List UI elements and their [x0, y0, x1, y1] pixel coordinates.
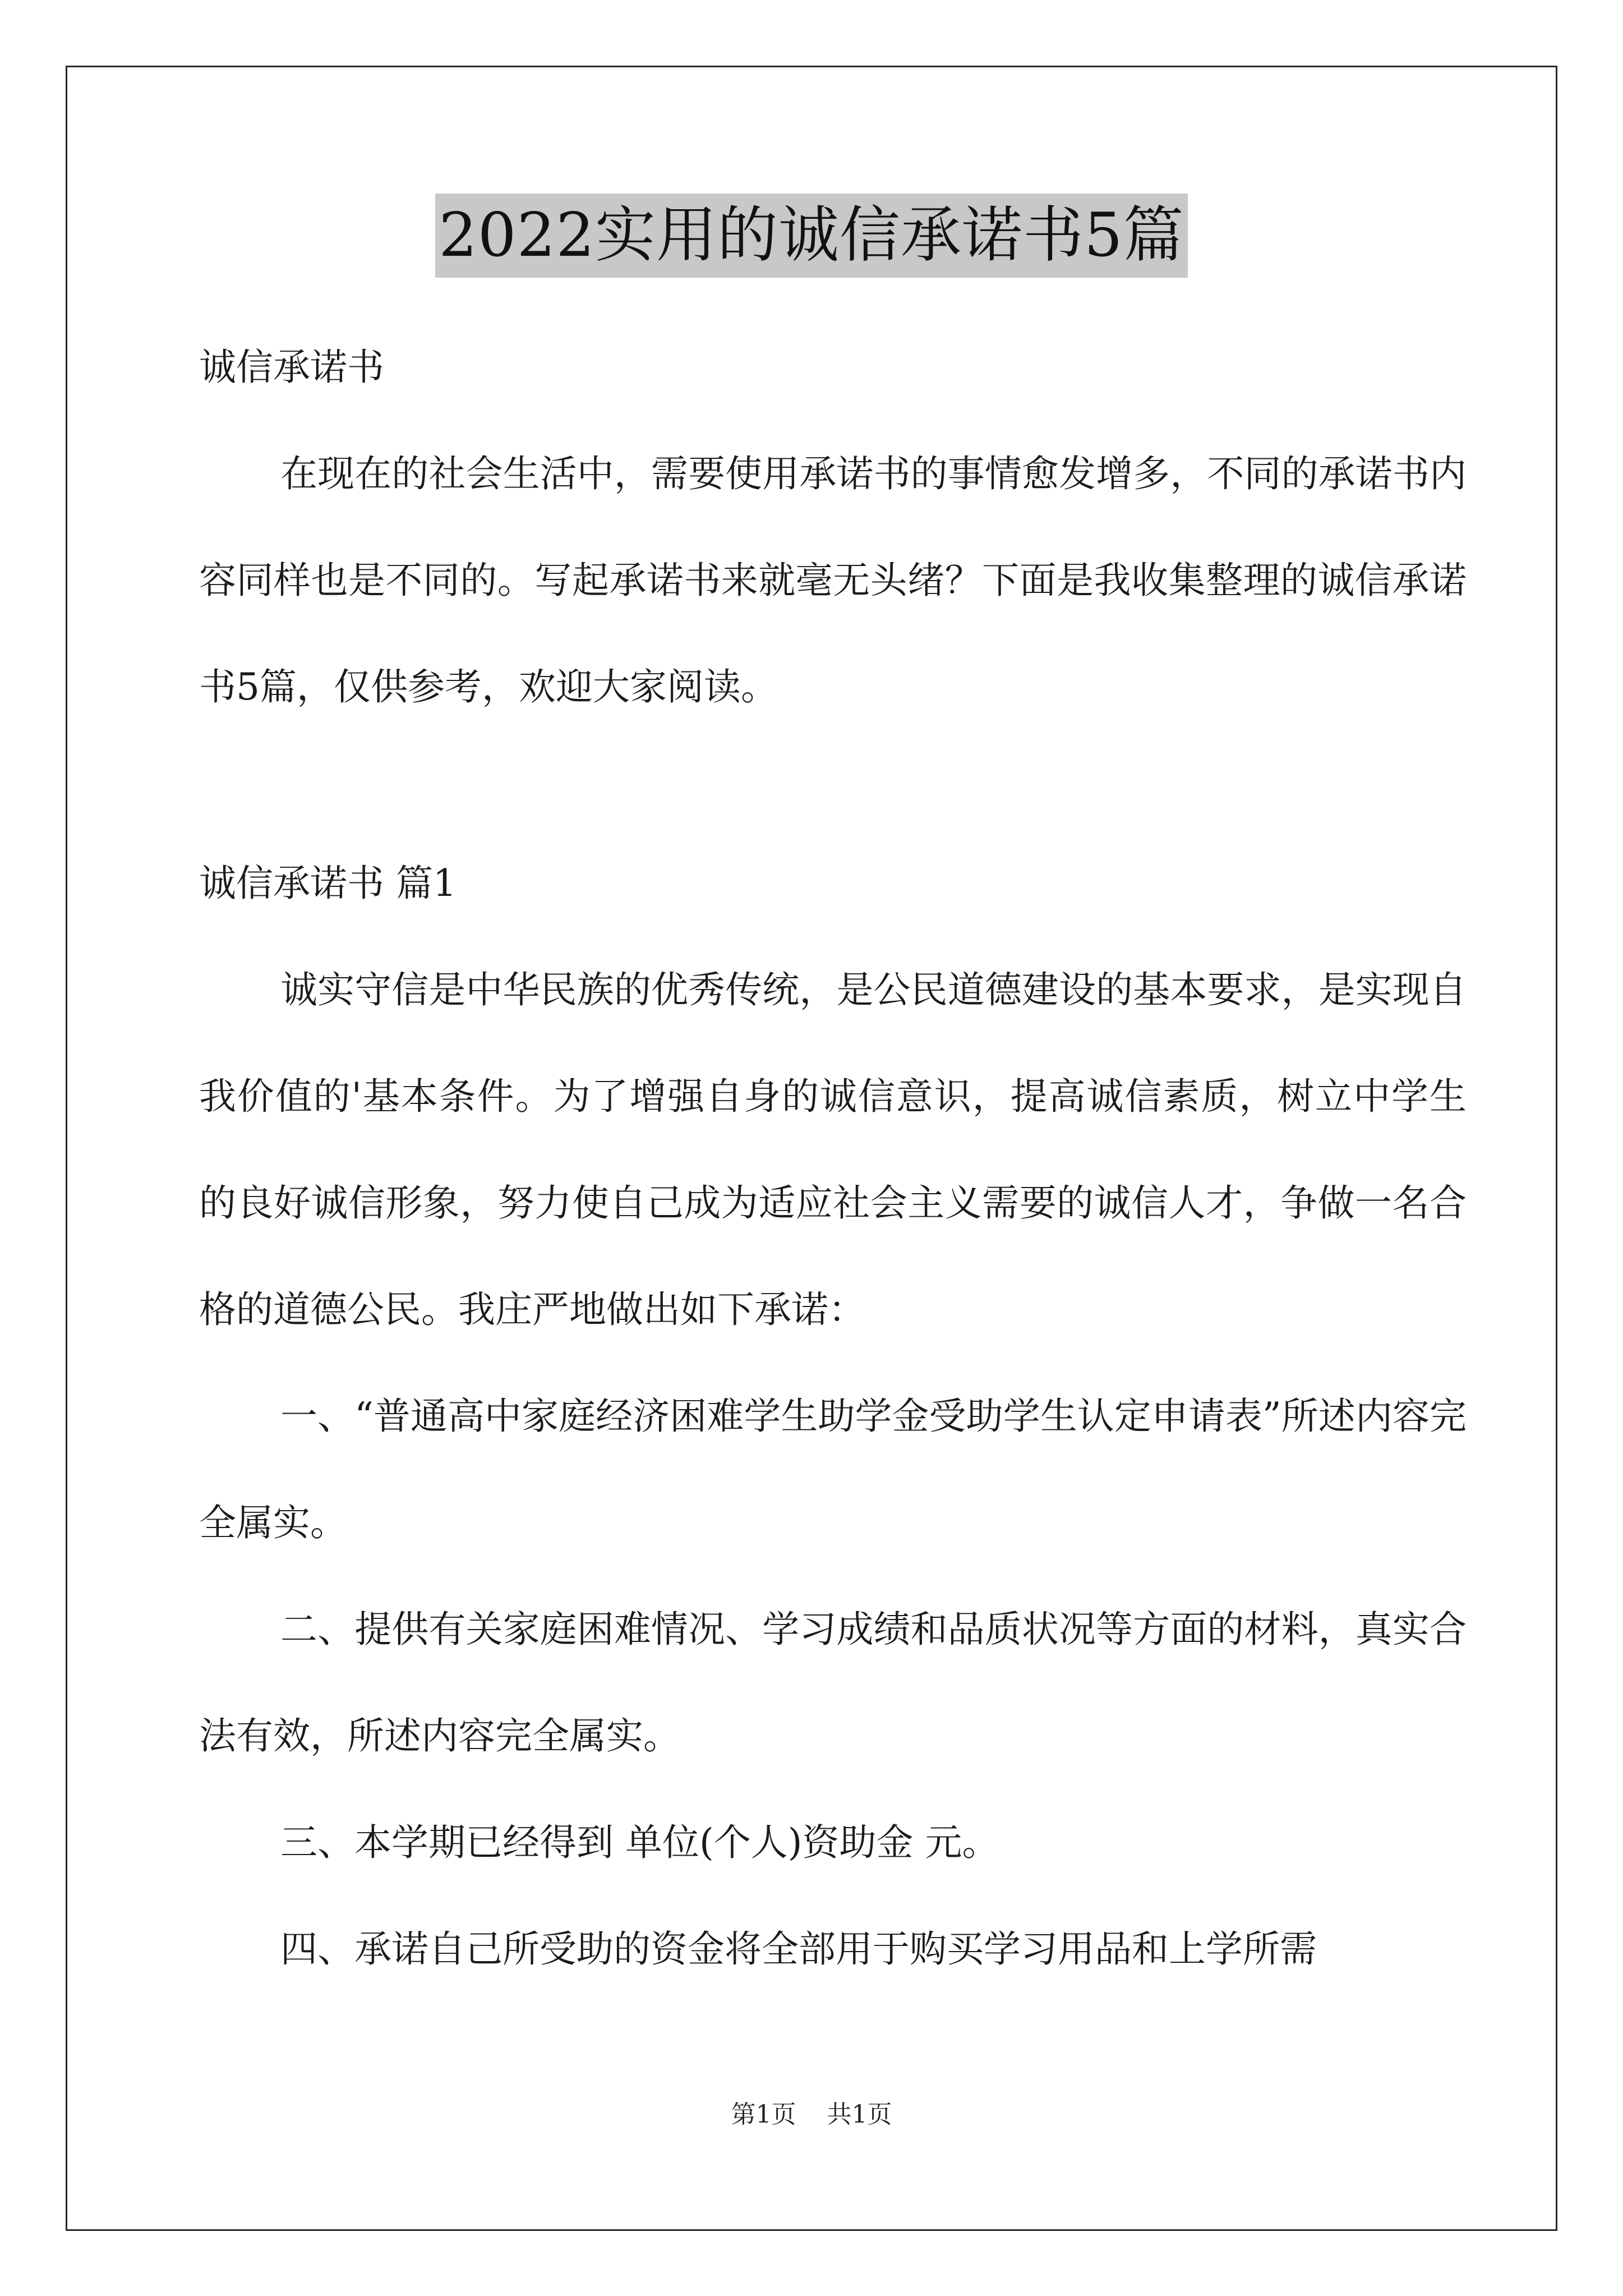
section-paragraph: 诚实守信是中华民族的优秀传统，是公民道德建设的基本要求，是实现自我价值的'基本条件。为了增强自身的诚信意识，提高诚信素质，树立中学生的良好诚信形象，努力使自己成为适应社会主义需要的诚信人才，争做一名合格的道德公民。我庄严地做出如下承诺：: [199, 968, 1467, 1331]
section-paragraph: 四、承诺自己所受助的资金将全部用于购买学习用品和上学所需: [280, 1927, 1317, 1971]
page-number-total: 共1页: [827, 2100, 892, 2129]
section-heading: 诚信承诺书 篇1: [199, 862, 457, 905]
intro-heading: 诚信承诺书: [199, 346, 384, 389]
section-paragraph: 二、提供有关家庭困难情况、学习成绩和品质状况等方面的材料，真实合法有效，所述内容完全属实。: [199, 1608, 1467, 1757]
title-wrap: [0, 194, 1623, 278]
section-paragraph: 三、本学期已经得到 单位(个人)资助金 元。: [280, 1821, 999, 1864]
section-paragraph: 一、“普通高中家庭经济困难学生助学金受助学生认定申请表”所述内容完全属实。: [199, 1395, 1467, 1544]
section-spacer: [199, 740, 1467, 830]
document-body: [199, 314, 1467, 2003]
intro-paragraph: 在现在的社会生活中，需要使用承诺书的事情愈发增多，不同的承诺书内容同样也是不同的。写起承诺书来就毫无头绪？下面是我收集整理的诚信承诺书5篇，仅供参考，欢迎大家阅读。: [199, 452, 1467, 708]
page-footer: [0, 2098, 1623, 2132]
document-title: 2022实用的诚信承诺书5篇: [435, 194, 1188, 278]
page-number-current: 第1页: [731, 2100, 796, 2129]
